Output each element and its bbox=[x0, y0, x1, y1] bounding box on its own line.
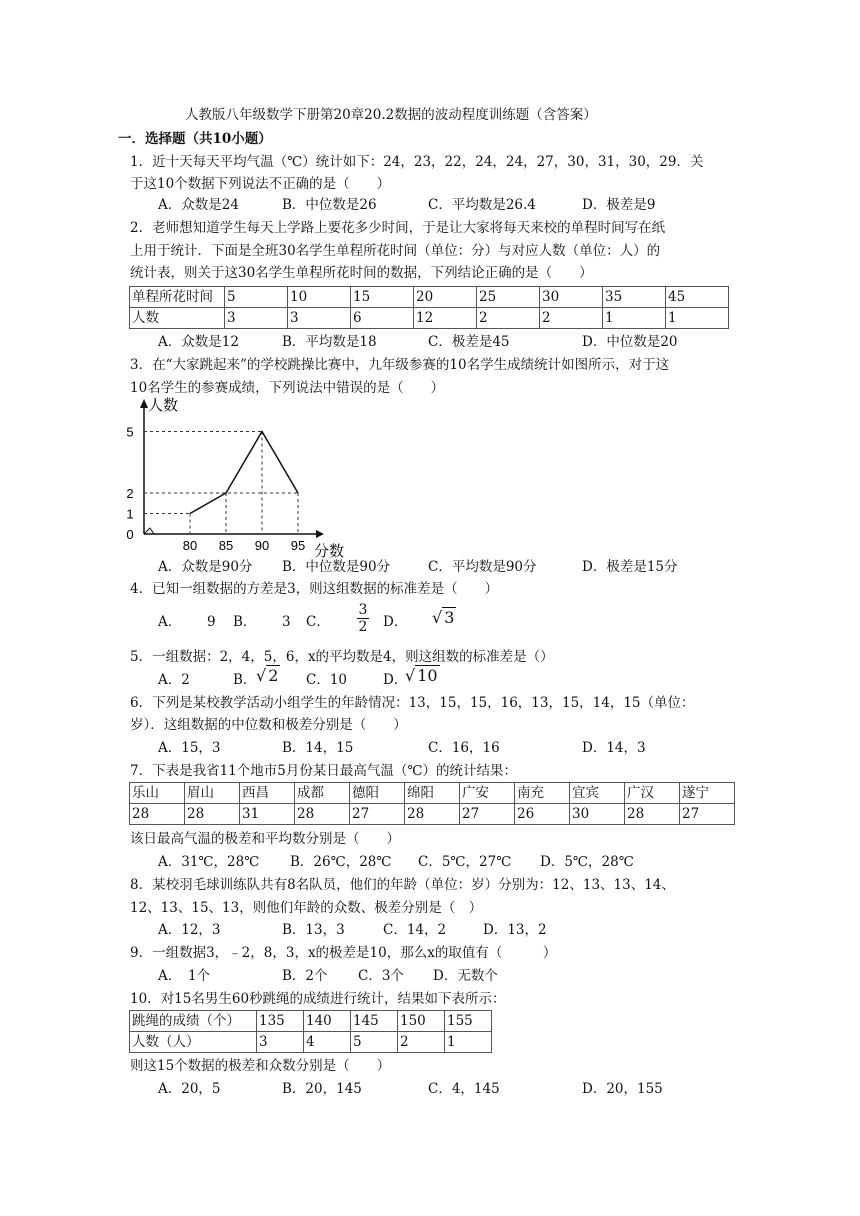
q5-option-d-label: D． bbox=[383, 672, 408, 688]
table-cell: 3 bbox=[225, 308, 288, 329]
y-axis-label: 人数 bbox=[148, 396, 179, 414]
q3-line2: 10名学生的参赛成绩，下列说法中错误的是（ ） bbox=[130, 380, 445, 396]
table-cell: 31 bbox=[240, 804, 295, 825]
sqrt-radicand: 2 bbox=[268, 666, 279, 685]
y-tick-label: 0 bbox=[126, 527, 134, 542]
table-cell: 遂宁 bbox=[680, 783, 735, 804]
y-tick-label: 2 bbox=[126, 486, 134, 501]
fraction-numerator: 3 bbox=[358, 602, 368, 618]
q4-label-a: A． bbox=[158, 614, 182, 630]
q3-option-b: B．中位数是90分 bbox=[282, 559, 391, 575]
x-tick-label: 80 bbox=[182, 538, 198, 553]
table-row bbox=[130, 783, 735, 804]
x-tick-label: 85 bbox=[218, 538, 234, 553]
table-row bbox=[130, 1032, 492, 1053]
table-cell: 广安 bbox=[460, 783, 515, 804]
table-cell: 3 bbox=[257, 1032, 304, 1053]
q1-option-a: A．众数是24 bbox=[158, 197, 239, 213]
table-cell: 27 bbox=[350, 804, 405, 825]
q1-option-c: C．平均数是26.4 bbox=[428, 197, 536, 213]
table-cell: 135 bbox=[257, 1011, 304, 1032]
q10-line2: 则这15个数据的极差和众数分别是（ ） bbox=[130, 1058, 391, 1074]
q2-line3: 统计表，则关于这30名学生单程所花时间的数据，下列结论正确的是（ ） bbox=[130, 265, 593, 281]
q9-option-b: B．2个 bbox=[282, 968, 328, 984]
q4-label-b: B． bbox=[233, 614, 257, 630]
table-cell: 人数（人） bbox=[130, 1032, 257, 1053]
table-cell: 26 bbox=[515, 804, 570, 825]
table-cell: 10 bbox=[288, 287, 351, 308]
table-cell: 15 bbox=[351, 287, 414, 308]
table-cell: 30 bbox=[570, 804, 625, 825]
q2-option-c: C．极差是45 bbox=[428, 334, 510, 350]
table-cell: 2 bbox=[540, 308, 603, 329]
q10-table bbox=[129, 1010, 492, 1053]
x-tick-label: 95 bbox=[290, 538, 306, 553]
q4-value-a: 9 bbox=[207, 614, 216, 630]
table-cell: 25 bbox=[477, 287, 540, 308]
q5-option-a: A．2 bbox=[158, 672, 190, 688]
table-cell: 28 bbox=[405, 804, 460, 825]
document-title: 人教版八年级数学下册第20章20.2数据的波动程度训练题（含答案） bbox=[185, 107, 597, 123]
table-cell: 155 bbox=[445, 1011, 492, 1032]
q4-fraction bbox=[357, 603, 369, 634]
q2-option-b: B．平均数是18 bbox=[282, 334, 377, 350]
table-cell: 西昌 bbox=[240, 783, 295, 804]
q4-value-b: 3 bbox=[282, 614, 291, 630]
q7-line1: 7．下表是我省11个地市5月份某日最高气温（℃）的统计结果： bbox=[130, 763, 517, 779]
table-cell: 4 bbox=[304, 1032, 351, 1053]
x-axis-arrow bbox=[316, 530, 324, 538]
table-cell: 2 bbox=[477, 308, 540, 329]
table-cell: 28 bbox=[185, 804, 240, 825]
q9-line1: 9．一组数据3，﹣2，8，3，x的极差是10，那么x的取值有（ ） bbox=[130, 945, 557, 961]
q8-line2: 12、13、15、13，则他们年龄的众数、极差分别是（ ） bbox=[130, 900, 483, 916]
q6-line1: 6．下列是某校教学活动小组学生的年龄情况：13，15，15，16，13，15，14，15（单位： bbox=[130, 695, 695, 711]
q5-sqrt-d: √ 10 bbox=[405, 666, 438, 685]
table-cell: 28 bbox=[295, 804, 350, 825]
q9-option-d: D．无数个 bbox=[433, 968, 498, 984]
y-tick-label: 1 bbox=[126, 506, 134, 522]
q8-option-d: D．13，2 bbox=[483, 922, 547, 938]
q10-option-c: C．4，145 bbox=[428, 1081, 500, 1097]
q8-option-c: C．14，2 bbox=[383, 922, 447, 938]
axis-break-mark bbox=[144, 528, 154, 534]
table-cell: 12 bbox=[414, 308, 477, 329]
q7-table bbox=[129, 782, 735, 825]
table-cell: 南充 bbox=[515, 783, 570, 804]
q8-option-b: B．13，3 bbox=[282, 922, 345, 938]
table-cell: 2 bbox=[398, 1032, 445, 1053]
q3-line1: 3．在“大家跳起来”的学校跳操比赛中，九年级参赛的10名学生成绩统计如图所示，对于这 bbox=[130, 357, 670, 373]
table-cell: 眉山 bbox=[185, 783, 240, 804]
q8-line1: 8．某校羽毛球训练队共有8名队员，他们的年龄（单位：岁）分别为：12、13、13、14、 bbox=[130, 877, 675, 893]
q5-sqrt-b: √ 2 bbox=[256, 666, 279, 685]
table-cell: 28 bbox=[130, 804, 185, 825]
q6-option-d: D．14，3 bbox=[582, 740, 646, 756]
y-tick-label: 5 bbox=[126, 424, 134, 440]
table-cell: 德阳 bbox=[350, 783, 405, 804]
q9-option-a: A． 1个 bbox=[158, 968, 211, 984]
q2-table bbox=[129, 286, 729, 329]
q10-option-a: A．20，5 bbox=[158, 1081, 221, 1097]
q2-option-d: D．中位数是20 bbox=[582, 334, 678, 350]
y-axis-arrow bbox=[140, 399, 148, 408]
q6-option-a: A．15，3 bbox=[158, 740, 221, 756]
table-row bbox=[130, 1011, 492, 1032]
q8-option-a: A．12，3 bbox=[158, 922, 221, 938]
table-cell: 广汉 bbox=[625, 783, 680, 804]
sqrt-radicand: 10 bbox=[417, 666, 438, 685]
q7-option-d: D．5℃，28℃ bbox=[540, 854, 634, 870]
q2-line1: 2．老师想知道学生每天上学路上要花多少时间，于是让大家将每天来校的单程时间写在纸 bbox=[130, 220, 666, 236]
x-tick-label: 90 bbox=[254, 538, 270, 553]
table-row bbox=[130, 287, 729, 308]
table-cell: 27 bbox=[460, 804, 515, 825]
series-line bbox=[190, 432, 298, 514]
table-cell: 跳绳的成绩（个） bbox=[130, 1011, 257, 1032]
table-cell: 35 bbox=[603, 287, 666, 308]
table-cell: 绵阳 bbox=[405, 783, 460, 804]
table-cell: 20 bbox=[414, 287, 477, 308]
table-cell: 27 bbox=[680, 804, 735, 825]
table-cell: 150 bbox=[398, 1011, 445, 1032]
q4-line1: 4．已知一组数据的方差是3，则这组数据的标准差是（ ） bbox=[130, 581, 499, 597]
table-cell: 1 bbox=[666, 308, 729, 329]
table-cell: 28 bbox=[625, 804, 680, 825]
table-row bbox=[130, 804, 735, 825]
q9-option-c: C．3个 bbox=[358, 968, 404, 984]
table-cell: 3 bbox=[288, 308, 351, 329]
q6-option-c: C．16，16 bbox=[428, 740, 500, 756]
q7-option-b: B．26℃，28℃ bbox=[290, 854, 392, 870]
table-cell: 乐山 bbox=[130, 783, 185, 804]
q4-label-d: D． bbox=[383, 614, 408, 630]
q5-line1: 5．一组数据：2，4，5，6，x的平均数是4，则这组数的标准差是（） bbox=[130, 649, 554, 665]
q2-line2: 上用于统计．下面是全班30名学生单程所花时间（单位：分）与对应人数（单位：人）的 bbox=[130, 243, 661, 259]
table-cell: 140 bbox=[304, 1011, 351, 1032]
section-heading: 一．选择题（共10小题） bbox=[118, 131, 272, 147]
q7-option-a: A．31℃，28℃ bbox=[158, 854, 260, 870]
q1-line1: 1．近十天每天平均气温（℃）统计如下：24，23，22，24，24，27，30，31，30，29．关 bbox=[130, 154, 704, 170]
sqrt-radicand: 3 bbox=[444, 608, 455, 627]
table-cell: 5 bbox=[225, 287, 288, 308]
q6-option-b: B．14，15 bbox=[282, 740, 354, 756]
q4-label-c: C． bbox=[306, 614, 330, 630]
q10-option-b: B．20，145 bbox=[282, 1081, 362, 1097]
fraction-denominator: 2 bbox=[358, 619, 368, 635]
table-cell: 成都 bbox=[295, 783, 350, 804]
table-row bbox=[130, 308, 729, 329]
table-cell: 人数 bbox=[130, 308, 225, 329]
table-cell: 30 bbox=[540, 287, 603, 308]
q1-option-d: D．极差是9 bbox=[582, 197, 656, 213]
table-cell: 单程所花时间 bbox=[130, 287, 225, 308]
table-cell: 145 bbox=[351, 1011, 398, 1032]
q5-option-b-label: B． bbox=[233, 672, 257, 688]
q10-option-d: D．20，155 bbox=[582, 1081, 663, 1097]
q3-option-a: A．众数是90分 bbox=[158, 559, 253, 575]
q1-option-b: B．中位数是26 bbox=[282, 197, 377, 213]
q1-line2: 于这10个数据下列说法不正确的是（ ） bbox=[130, 176, 391, 192]
table-cell: 6 bbox=[351, 308, 414, 329]
q4-sqrt: √ 3 bbox=[432, 608, 455, 627]
q3-option-c: C．平均数是90分 bbox=[428, 559, 537, 575]
q3-option-d: D．极差是15分 bbox=[582, 559, 678, 575]
table-cell: 宜宾 bbox=[570, 783, 625, 804]
q6-line2: 岁）．这组数据的中位数和极差分别是（ ） bbox=[130, 717, 407, 733]
q5-option-c: C．10 bbox=[306, 672, 348, 688]
q7-option-c: C．5℃，27℃ bbox=[418, 854, 512, 870]
table-cell: 1 bbox=[445, 1032, 492, 1053]
x-axis-label: 分数 bbox=[314, 542, 345, 558]
table-cell: 5 bbox=[351, 1032, 398, 1053]
q2-option-a: A．众数是12 bbox=[158, 334, 239, 350]
q7-line2: 该日最高气温的极差和平均数分别是（ ） bbox=[130, 831, 400, 847]
q10-line1: 10．对15名男生60秒跳绳的成绩进行统计，结果如下表所示： bbox=[130, 991, 506, 1007]
q3-line-chart bbox=[120, 394, 350, 558]
table-cell: 45 bbox=[666, 287, 729, 308]
table-cell: 1 bbox=[603, 308, 666, 329]
